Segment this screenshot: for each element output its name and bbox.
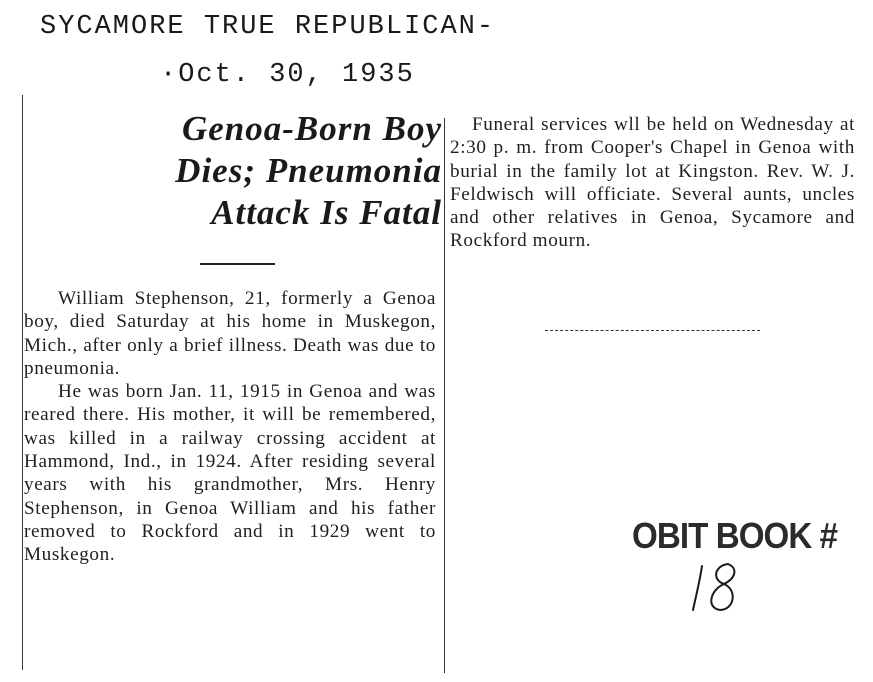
article-column-left bbox=[24, 287, 436, 567]
obit-book-stamp: OBIT BOOK # bbox=[632, 515, 838, 556]
handwritten-number bbox=[688, 558, 748, 618]
newspaper-name: SYCAMORE TRUE REPUBLICAN- bbox=[40, 12, 496, 42]
end-divider bbox=[545, 330, 760, 332]
publication-date: ·Oct. 30, 1935 bbox=[160, 60, 415, 90]
left-column-rule bbox=[22, 95, 23, 670]
headline-line: Genoa-Born Boy bbox=[182, 109, 442, 148]
article-column-right bbox=[450, 113, 855, 253]
article-paragraph: William Stephenson, 21, formerly a Genoa boy, died Saturday at his home in Muskegon, Mich., after only a brief illness. Death was due to pneumonia. bbox=[24, 288, 436, 379]
column-divider bbox=[444, 118, 445, 673]
headline-line: Attack Is Fatal bbox=[211, 193, 442, 232]
article-paragraph: He was born Jan. 11, 1915 in Genoa and was reared there. His mother, it will be remembered, was killed in a railway crossing accident at Hammond, Ind., in 1924. After residing several years with his grandmother, Mrs. Henry Stephenson, in Genoa William and his father removed to Rockford and in 1929 went to Muskegon. bbox=[24, 381, 436, 566]
headline-line: Dies; Pneumonia bbox=[175, 151, 442, 190]
article-headline bbox=[32, 108, 442, 234]
article-paragraph: Funeral services wll be held on Wednesday at 2:30 p. m. from Cooper's Chapel in Genoa with burial in the family lot at Kingston. Rev. W. J. Feldwisch will officiate. Several aunts, uncles and other relatives in Genoa, Sycamore and Rockford mourn. bbox=[450, 114, 855, 252]
headline-divider bbox=[200, 263, 275, 265]
